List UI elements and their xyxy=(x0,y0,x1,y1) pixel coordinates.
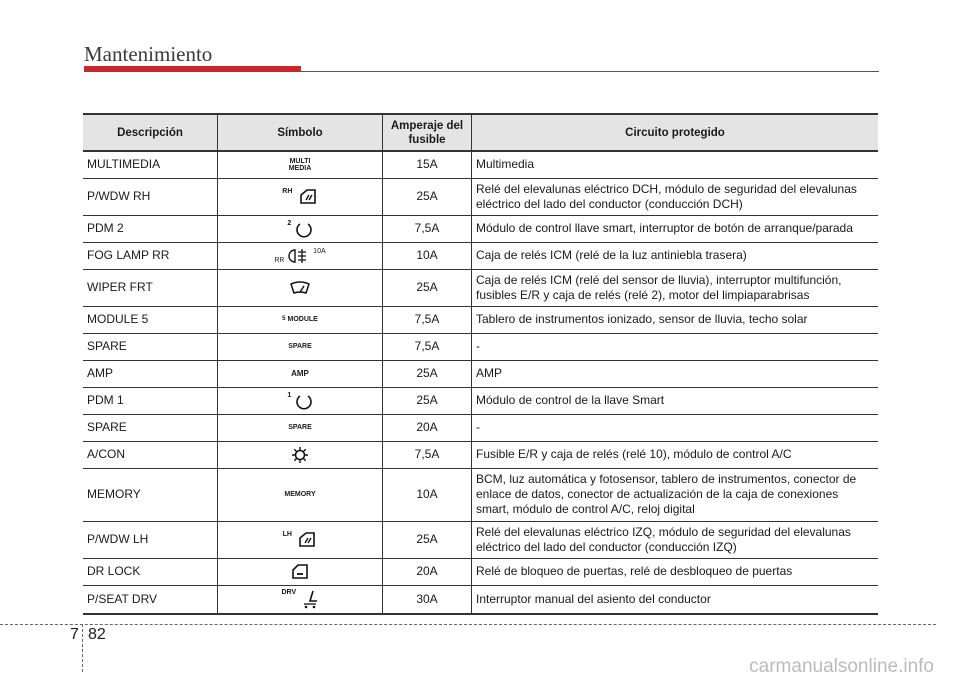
fuse-amperage: 7,5A xyxy=(383,441,472,468)
chapter-number: 7 xyxy=(70,626,79,643)
fuse-amperage: 10A xyxy=(383,242,472,269)
fuse-circuit: Interruptor manual del asiento del conductor xyxy=(472,585,879,614)
fuse-symbol xyxy=(218,468,383,521)
fuse-amperage: 25A xyxy=(383,178,472,215)
fuse-amperage: 7,5A xyxy=(383,215,472,242)
column-header-amperage: Amperaje del fusible xyxy=(383,114,472,151)
fuse-description: SPARE xyxy=(83,414,218,441)
fuse-amperage: 15A xyxy=(383,151,472,178)
column-header-circuit: Circuito protegido xyxy=(472,114,879,151)
fuse-symbol: DRV xyxy=(218,585,383,614)
fuse-symbol xyxy=(218,558,383,585)
footer-rule xyxy=(0,624,936,625)
fuse-symbol: 2 xyxy=(218,215,383,242)
fuse-amperage: 25A xyxy=(383,521,472,558)
fuse-description: PDM 2 xyxy=(83,215,218,242)
fuse-circuit: Caja de relés ICM (relé de la luz antiniebla trasera) xyxy=(472,242,879,269)
fuse-amperage: 20A xyxy=(383,414,472,441)
table-row xyxy=(83,468,878,521)
header-rule xyxy=(301,71,879,72)
fuse-symbol: 1 xyxy=(218,387,383,414)
table-row xyxy=(83,521,878,558)
door-lock-icon xyxy=(290,563,310,581)
fuse-circuit: Relé del elevalunas eléctrico DCH, módulo de seguridad del elevalunas eléctrico del lado del conductor (conducción DCH) xyxy=(472,178,879,215)
fuse-circuit: Tablero de instrumentos ionizado, sensor de lluvia, techo solar xyxy=(472,306,879,333)
fuse-description: AMP xyxy=(83,360,218,387)
fuse-symbol xyxy=(218,360,383,387)
fuse-description: FOG LAMP RR xyxy=(83,242,218,269)
module-symbol: 5 MODULE xyxy=(282,316,318,324)
table-row xyxy=(83,178,878,215)
fuse-symbol xyxy=(218,333,383,360)
fuse-description: SPARE xyxy=(83,333,218,360)
fuse-symbol: RH xyxy=(218,178,383,215)
fuse-amperage: 10A xyxy=(383,468,472,521)
multimedia-symbol: MULTI MEDIA xyxy=(288,158,312,173)
fuse-circuit: Fusible E/R y caja de relés (relé 10), módulo de control A/C xyxy=(472,441,879,468)
fuse-amperage: 25A xyxy=(383,269,472,306)
fuse-symbol xyxy=(218,441,383,468)
window-rh-icon xyxy=(298,188,318,206)
section-title: Mantenimiento xyxy=(84,42,213,66)
fuse-description: P/WDW LH xyxy=(83,521,218,558)
fuse-description: A/CON xyxy=(83,441,218,468)
fuse-description: DR LOCK xyxy=(83,558,218,585)
rear-fog-lamp-icon xyxy=(288,248,310,264)
seat-icon xyxy=(301,589,319,609)
table-row xyxy=(83,151,878,178)
table-row xyxy=(83,387,878,414)
amp-symbol: AMP xyxy=(291,369,309,379)
memory-symbol: MEMORY xyxy=(284,491,316,499)
table-header-row xyxy=(83,114,878,151)
spare-symbol: SPARE xyxy=(288,343,312,351)
fuse-circuit: Relé de bloqueo de puertas, relé de desbloqueo de puertas xyxy=(472,558,879,585)
fuse-circuit: Relé del elevalunas eléctrico IZQ, módulo de seguridad del elevalunas eléctrico del lado del conductor (conducción IZQ) xyxy=(472,521,879,558)
fuse-symbol: RR 10A xyxy=(218,242,383,269)
table-row xyxy=(83,585,878,614)
fuse-symbol xyxy=(218,306,383,333)
fuse-description: MULTIMEDIA xyxy=(83,151,218,178)
fuse-circuit: Multimedia xyxy=(472,151,879,178)
column-header-description: Descripción xyxy=(83,114,218,151)
fuse-description: PDM 1 xyxy=(83,387,218,414)
fuse-circuit: - xyxy=(472,333,879,360)
watermark: carmanualsonline.info xyxy=(749,656,934,677)
fuse-circuit: Módulo de control llave smart, interruptor de botón de arranque/parada xyxy=(472,215,879,242)
fuse-amperage: 25A xyxy=(383,360,472,387)
page-number: 82 xyxy=(88,626,106,643)
fuse-circuit: BCM, luz automática y fotosensor, tablero de instrumentos, conector de enlace de datos, conector de actualización de la caja de conexiones smart, módulo de control A/C, reloj digital xyxy=(472,468,879,521)
table-row xyxy=(83,269,878,306)
table-row xyxy=(83,306,878,333)
fuse-symbol xyxy=(218,414,383,441)
column-header-symbol: Símbolo xyxy=(218,114,383,151)
fuse-amperage: 20A xyxy=(383,558,472,585)
pdm-icon xyxy=(295,220,313,238)
table-row xyxy=(83,414,878,441)
spare-symbol: SPARE xyxy=(288,424,312,432)
table-row xyxy=(83,215,878,242)
table-row xyxy=(83,441,878,468)
fuse-symbol: LH xyxy=(218,521,383,558)
table-row xyxy=(83,360,878,387)
table-row xyxy=(83,333,878,360)
air-conditioner-icon xyxy=(291,446,309,464)
pdm-icon xyxy=(295,392,313,410)
fuse-amperage: 25A xyxy=(383,387,472,414)
fuse-description: P/WDW RH xyxy=(83,178,218,215)
window-lh-icon xyxy=(297,531,317,549)
fuse-circuit: Caja de relés ICM (relé del sensor de lluvia), interruptor multifunción, fusibles E/R y caja de relés (relé 2), motor del limpiaparabrisas xyxy=(472,269,879,306)
fuse-circuit: AMP xyxy=(472,360,879,387)
fuse-description: MODULE 5 xyxy=(83,306,218,333)
fuse-amperage: 7,5A xyxy=(383,333,472,360)
fuse-description: P/SEAT DRV xyxy=(83,585,218,614)
fuse-symbol xyxy=(218,269,383,306)
fuse-amperage: 7,5A xyxy=(383,306,472,333)
fuse-description: WIPER FRT xyxy=(83,269,218,306)
fuse-amperage: 30A xyxy=(383,585,472,614)
fuse-circuit: Módulo de control de la llave Smart xyxy=(472,387,879,414)
table-row xyxy=(83,242,878,269)
footer-divider xyxy=(82,624,83,672)
front-wiper-icon xyxy=(289,281,311,295)
fuse-table xyxy=(83,113,878,615)
fuse-symbol xyxy=(218,151,383,178)
section-title-bar xyxy=(84,66,301,72)
table-row xyxy=(83,558,878,585)
fuse-circuit: - xyxy=(472,414,879,441)
fuse-description: MEMORY xyxy=(83,468,218,521)
